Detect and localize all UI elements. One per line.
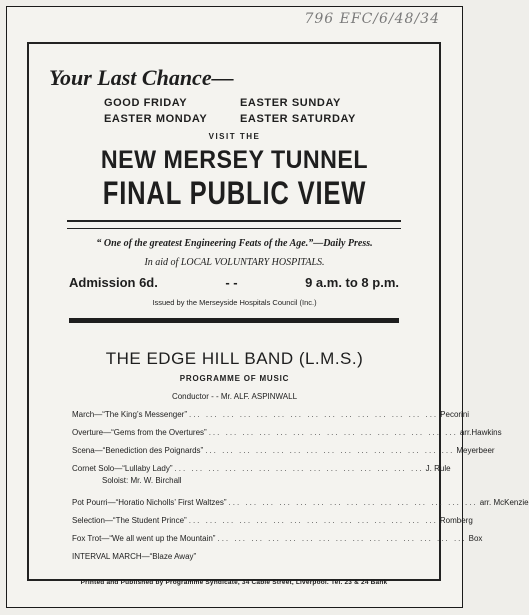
aid-line: In aid of LOCAL VOLUNTARY HOSPITALS. [144,257,325,268]
composer: Box [468,534,483,543]
programme-item [72,410,470,428]
headline: Your Last Chance— [49,65,234,90]
composer: Meyerbeer [456,446,495,455]
programme-item [72,446,495,464]
composer: Romberg [439,516,473,525]
date-easter-sunday: EASTER SUNDAY [240,97,341,109]
interval-title: INTERVAL MARCH—“Blaze Away” [72,552,197,561]
piece-title: Cornet Solo—“Lullaby Lady” [72,464,173,473]
programme-item [72,534,483,552]
thick-rule [69,318,399,323]
programme-heading: PROGRAMME OF MUSIC [179,374,290,383]
programme-item [72,498,529,516]
dot-leader: ... ... ... ... ... ... ... ... ... ... ... ... ... ... ... [174,464,424,473]
soloist-name: Soloist: Mr. W. Birchall [102,476,182,485]
press-quote: “ One of the greatest Engineering Feats of the Age.”—Daily Press. [96,238,373,249]
dot-leader: ... ... ... ... ... ... ... ... ... ... ... ... ... ... ... [217,534,467,543]
date-good-friday: GOOD FRIDAY [104,97,188,109]
dot-leader: ... ... ... ... ... ... ... ... ... ... ... ... ... ... ... [188,516,438,525]
piece-title: Scena—“Benediction des Poignards” [72,446,204,455]
band-title: THE EDGE HILL BAND (L.M.S.) [105,349,364,368]
printer-imprint: Printed and Published by Programme Syndicate, 34 Cable Street, Liverpool. Tel. 23 & 24 Bank [80,579,388,586]
visit-line: VISIT THE [208,132,261,141]
composer: arr. McKenzie [479,498,529,507]
admission-line [69,275,399,290]
programme-item [72,516,473,534]
piece-title: Pot Pourri—“Horatio Nicholls’ First Waltzes” [72,498,227,507]
programme-item [72,428,502,446]
piece-title: Overture—“Gems from the Overtures” [72,428,207,437]
title-tunnel: NEW MERSEY TUNNEL [100,146,369,174]
dot-leader: ... ... ... ... ... ... ... ... ... ... ... ... ... ... ... [228,498,478,507]
conductor-line: Conductor - - Mr. ALF. ASPINWALL [171,392,298,401]
composer: Pecorini [440,410,470,419]
archive-reference: 796 EFC/6/48/34 [304,11,440,27]
composer: arr.Hawkins [459,428,502,437]
piece-title: Fox Trot—“We all went up the Mountain” [72,534,216,543]
piece-title: March—“The King’s Messenger” [72,410,188,419]
programme-list [72,410,529,570]
piece-title: Selection—“The Student Prince” [72,516,187,525]
dot-leader: ... ... ... ... ... ... ... ... ... ... ... ... ... ... ... [189,410,439,419]
dates-block [104,95,376,127]
poster-page [6,6,529,608]
double-rule [67,220,401,229]
dot-leader: ... ... ... ... ... ... ... ... ... ... ... ... ... ... ... [205,446,455,455]
date-easter-saturday: EASTER SATURDAY [240,113,356,125]
issued-by: Issued by the Merseyside Hospitals Council (Inc.) [152,298,317,307]
admission-price: Admission 6d. [69,275,158,290]
date-easter-monday: EASTER MONDAY [104,113,208,125]
soloist-line [72,476,400,490]
composer: J. Rule [425,464,451,473]
dot-leader: ... ... ... ... ... ... ... ... ... ... ... ... ... ... ... [208,428,458,437]
admission-dashes: - - [225,275,238,290]
opening-hours: 9 a.m. to 8 p.m. [305,275,399,290]
title-final-view: FINAL PUBLIC VIEW [102,175,367,211]
interval-march [72,552,400,570]
